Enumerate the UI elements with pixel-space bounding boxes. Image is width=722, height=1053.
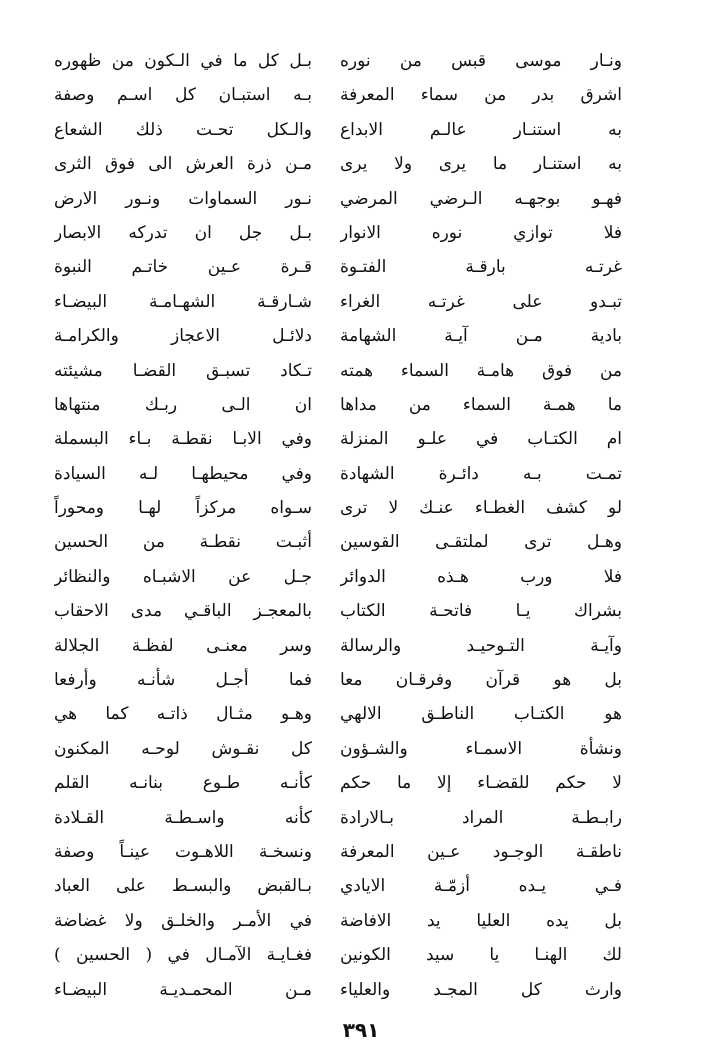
verse-couplet bbox=[0, 319, 722, 353]
verse-couplet bbox=[0, 869, 722, 903]
verse-couplet bbox=[0, 285, 722, 319]
second-hemistich: كأنه واسـطـة القـلادة bbox=[54, 807, 312, 828]
first-hemistich: من فوق هامـة السماء همته bbox=[340, 360, 622, 381]
first-hemistich: بل هو قرآن وفرقـان معا bbox=[340, 670, 622, 691]
verse-couplet bbox=[0, 216, 722, 250]
verse-couplet bbox=[0, 457, 722, 491]
verse-couplet bbox=[0, 44, 722, 78]
verse-couplet bbox=[0, 835, 722, 869]
second-hemistich: ان الـى ربـك منتهاها bbox=[54, 394, 312, 415]
first-hemistich: به استنـار عالـم الابداع bbox=[340, 119, 622, 140]
verse-couplet bbox=[0, 697, 722, 731]
verse-couplet bbox=[0, 732, 722, 766]
second-hemistich: فغـايـة الآمـال في ( الحسين ) bbox=[54, 945, 312, 966]
verse-couplet bbox=[0, 766, 722, 800]
second-hemistich: مـن المحمـديـة البيضـاء bbox=[54, 979, 312, 1000]
second-hemistich: بالمعجـز الباقـي مدى الاحقاب bbox=[54, 601, 312, 622]
second-hemistich: بـل جل ان تدركه الابصار bbox=[54, 222, 312, 243]
first-hemistich: تبـدو على غرتـه الغراء bbox=[340, 291, 622, 312]
second-hemistich: جـل عن الاشبـاه والنظائر bbox=[54, 566, 312, 587]
first-hemistich: بشراك يـا فاتحـة الكتاب bbox=[340, 601, 622, 622]
poem-verses bbox=[0, 44, 722, 1007]
verse-couplet bbox=[0, 629, 722, 663]
second-hemistich: دلائـل الاعجاز والكرامـة bbox=[54, 326, 312, 347]
verse-couplet bbox=[0, 663, 722, 697]
first-hemistich: ام الكتـاب في علـو المنزلة bbox=[340, 429, 622, 450]
second-hemistich: في الأمـر والخلـق ولا غضاضة bbox=[54, 910, 312, 931]
verse-couplet bbox=[0, 182, 722, 216]
second-hemistich: فما أجـل شأنـه وأرفعا bbox=[54, 670, 312, 691]
verse-couplet bbox=[0, 904, 722, 938]
first-hemistich: لك الهنـا يا سيد الكونين bbox=[340, 945, 622, 966]
first-hemistich: لو كشف الغطـاء عنـك لا ترى bbox=[340, 498, 622, 519]
verse-couplet bbox=[0, 525, 722, 559]
second-hemistich: أثبـت نقطـة من الحسين bbox=[54, 532, 312, 553]
second-hemistich: تـكاد تسبـق القضـا مشيئته bbox=[54, 360, 312, 381]
first-hemistich: وارث كل المجـد والعلياء bbox=[340, 979, 622, 1000]
first-hemistich: به استنـار ما يرى ولا يرى bbox=[340, 154, 622, 175]
verse-couplet bbox=[0, 354, 722, 388]
first-hemistich: ناطقـة الوجـود عـين المعرفة bbox=[340, 841, 622, 862]
second-hemistich: وهـو مثـال ذاتـه كما هي bbox=[54, 704, 312, 725]
verse-couplet bbox=[0, 801, 722, 835]
second-hemistich: وسر معنـى لفظـة الجلالة bbox=[54, 635, 312, 656]
verse-couplet bbox=[0, 422, 722, 456]
second-hemistich: بـالقبض والبسـط على العباد bbox=[54, 876, 312, 897]
first-hemistich: وآيـة التـوحيـد والرسالة bbox=[340, 635, 622, 656]
verse-couplet bbox=[0, 560, 722, 594]
verse-couplet bbox=[0, 594, 722, 628]
first-hemistich: وهـل ترى لملتقـى القوسين bbox=[340, 532, 622, 553]
second-hemistich: نـور السماوات ونـور الارض bbox=[54, 188, 312, 209]
first-hemistich: ما همـة السماء من مداها bbox=[340, 394, 622, 415]
verse-couplet bbox=[0, 388, 722, 422]
verse-couplet bbox=[0, 113, 722, 147]
second-hemistich: وفي الابـا نقطـة بـاء البسملة bbox=[54, 429, 312, 450]
verse-couplet bbox=[0, 250, 722, 284]
first-hemistich: فـي يـده أزمّـة الايادي bbox=[340, 876, 622, 897]
first-hemistich: فلا توازي نوره الانوار bbox=[340, 222, 622, 243]
second-hemistich: قـرة عـين خاتـم النبوة bbox=[54, 257, 312, 278]
second-hemistich: كأنـه طـوع بنانـه القلم bbox=[54, 773, 312, 794]
page-number: ٣٩١ bbox=[342, 1018, 380, 1042]
first-hemistich: تمـت بـه دائـرة الشهادة bbox=[340, 463, 622, 484]
first-hemistich: غرتـه بارقـة الفتـوة bbox=[340, 257, 622, 278]
first-hemistich: ونشأة الاسمـاء والشـؤون bbox=[340, 738, 622, 759]
verse-couplet bbox=[0, 147, 722, 181]
first-hemistich: بل يده العليا يد الافاضة bbox=[340, 910, 622, 931]
second-hemistich: سـواه مركزاً لهـا ومحوراً bbox=[54, 498, 312, 519]
verse-couplet bbox=[0, 491, 722, 525]
first-hemistich: رابـطـة المراد بـالارادة bbox=[340, 807, 622, 828]
first-hemistich: فهـو بوجهـه الـرضي المرضي bbox=[340, 188, 622, 209]
verse-couplet bbox=[0, 78, 722, 112]
first-hemistich: هو الكتـاب الناطـق الالهي bbox=[340, 704, 622, 725]
first-hemistich: بادية مـن آيـة الشهامة bbox=[340, 326, 622, 347]
second-hemistich: وفي محيطهـا لـه السيادة bbox=[54, 463, 312, 484]
first-hemistich: فلا ورب هـذه الدوائر bbox=[340, 566, 622, 587]
second-hemistich: كل نقـوش لوحـه المكنون bbox=[54, 738, 312, 759]
second-hemistich: مـن ذرة العرش الى فوق الثرى bbox=[54, 154, 312, 175]
second-hemistich: شـارقـة الشهـامـة البيضـاء bbox=[54, 291, 312, 312]
second-hemistich: ونسخـة اللاهـوت عينـاً وصفة bbox=[54, 841, 312, 862]
verse-couplet bbox=[0, 973, 722, 1007]
first-hemistich: ونـار موسى قبس من نوره bbox=[340, 51, 622, 71]
second-hemistich: بـه استبـان كل اسـم وصفة bbox=[54, 85, 312, 106]
first-hemistich: اشرق بدر من سماء المعرفة bbox=[340, 85, 622, 106]
second-hemistich: والـكل تحـت ذلك الشعاع bbox=[54, 119, 312, 140]
second-hemistich: بـل كل ما في الـكون من ظهوره bbox=[54, 51, 312, 71]
verse-couplet bbox=[0, 938, 722, 972]
first-hemistich: لا حكم للقضـاء إلا ما حكم bbox=[340, 773, 622, 794]
